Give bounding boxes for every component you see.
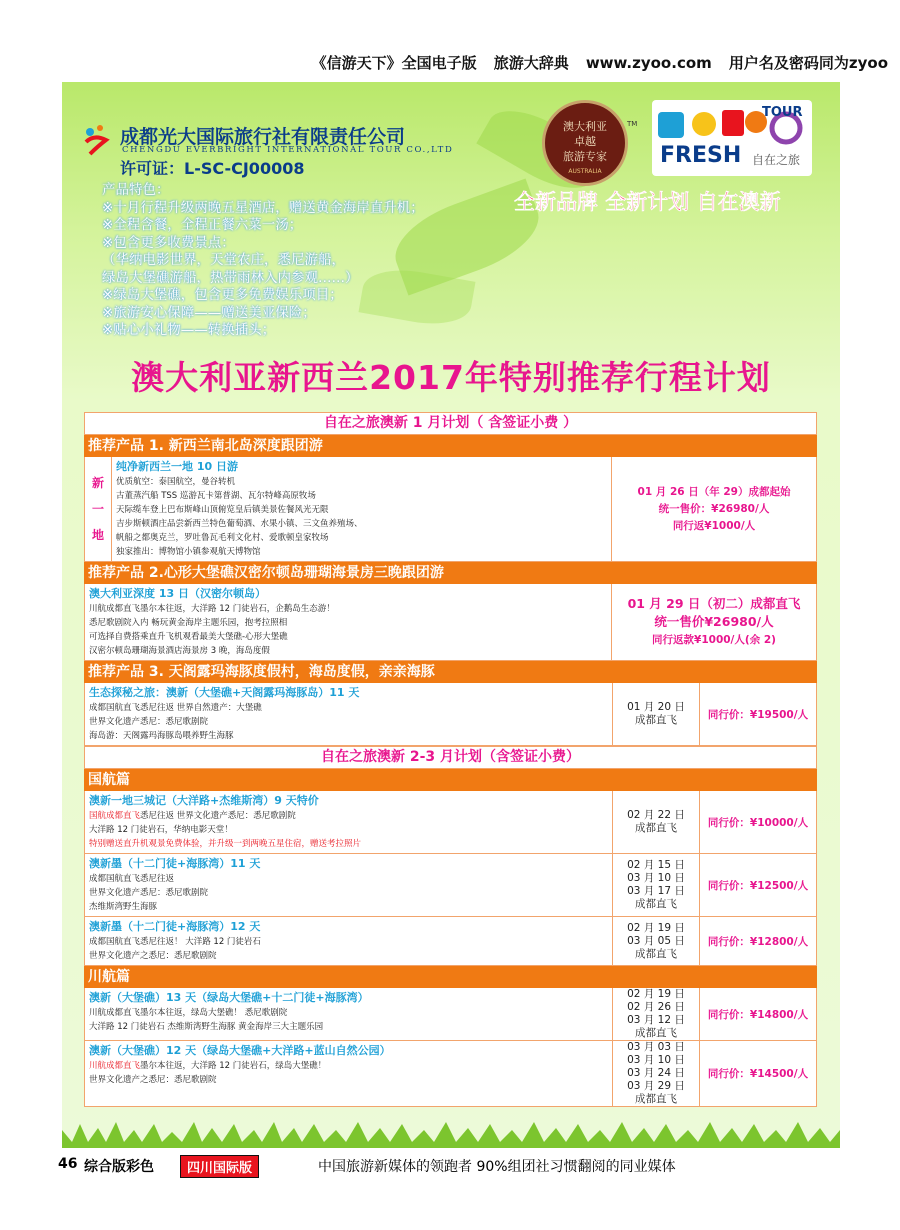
product-2-header: 推荐产品 2.心形大堡礁汉密尔顿岛珊瑚海景房三晚跟团游: [84, 562, 817, 584]
feature-line: ※贴心小礼物——转换插头；: [102, 322, 276, 338]
svg-text:FRESH: FRESH: [660, 143, 742, 168]
route-details: [112, 457, 612, 561]
magazine-title: 《信游天下》全国电子版: [311, 54, 477, 72]
page-number: 46: [58, 1156, 78, 1172]
departure-dates: [613, 791, 700, 853]
route-line: 大洋路 12 门徒岩石 杰维斯湾野生海豚 黄金海岸三大主题乐园: [89, 1022, 324, 1032]
route-line: 悉尼歌剧院入内 畅玩黄金海岸主题乐园，抱考拉照相: [89, 618, 288, 628]
price-block: [612, 457, 816, 561]
feature-line: 绿岛大堡礁游船，热带雨林入内参观……）: [102, 269, 359, 286]
route-line: 汉密尔顿岛珊瑚海景酒店海景房 3 晚，海岛度假: [89, 646, 270, 656]
route-line: 世界文化遗产之悉尼：悉尼歌剧院: [89, 951, 217, 961]
departure-city: 成都直飞: [635, 822, 677, 834]
edition-badge: 四川国际版: [180, 1155, 259, 1178]
departure-date: 01 月 29 日（初二）成都直飞: [627, 596, 801, 611]
top-banner: [0, 52, 900, 82]
route-details: [85, 1041, 613, 1106]
route-line: 可选择自费搭乘直升飞机观看最美大堡礁-心形大堡礁: [89, 632, 288, 642]
departure-date: 03 月 10 日: [627, 872, 685, 884]
feature-line: ※全程含餐，全程正餐六菜一汤；: [102, 217, 303, 233]
peer-price: 同行价：¥12500/人: [707, 879, 809, 892]
departure-date: 03 月 10 日: [627, 1054, 685, 1066]
feature-line: ※绿岛大堡礁，包含更多免费娱乐项目；: [102, 287, 343, 303]
route-name[interactable]: 澳新（大堡礁）13 天（绿岛大堡礁+十二门徒+海豚湾）: [89, 991, 369, 1004]
route-line: 帆船之都奥克兰，罗吐鲁瓦毛利文化村、爱歌顿皇家牧场: [116, 533, 329, 543]
route-line: 海岛游：天阁露玛海豚岛喂养野生海豚: [89, 731, 234, 741]
route-line: 特别赠送直升机观景免费体验，并升级一到两晚五星住宿，赠送考拉照片: [89, 839, 362, 849]
route-line: 古董蒸汽船 TSS 巡游瓦卡第普湖、瓦尔特峰高原牧场: [116, 491, 316, 501]
departure-dates: [613, 1041, 700, 1106]
route-name[interactable]: 纯净新西兰一地 10 日游: [116, 460, 238, 473]
route-line: 世界文化遗产悉尼：悉尼歌剧院: [89, 717, 209, 727]
air-china-header: 国航篇: [84, 769, 817, 791]
table-row[interactable]: [84, 988, 817, 1041]
route-line: 川航成都直飞墨尔本往返，大洋路 12 门徒岩石，企鹅岛生态游！: [89, 604, 335, 614]
seal-text: 旅游专家: [563, 150, 607, 163]
product-3-row[interactable]: [84, 683, 817, 746]
page-headline: 澳大利亚新西兰2017年特别推荐行程计划: [131, 358, 771, 397]
feature-line: 产品特色：: [102, 182, 170, 198]
company-name-en: CHENGDU EVERBRIGHT INTERNATIONAL TOUR CO.,LTD: [122, 145, 454, 155]
peer-price: 同行价：¥10000/人: [707, 816, 809, 829]
departure-dates: [613, 683, 700, 745]
route-line: 独家推出：博物馆小镇参观航天博物馆: [116, 547, 261, 557]
site-link[interactable]: www.zyoo.com: [585, 54, 712, 72]
january-plan-title: 自在之旅澳新 1 月计划（ 含签证小费 ）: [84, 412, 817, 435]
route-line: 世界文化遗产悉尼：悉尼歌剧院: [89, 888, 209, 898]
departure-date: 02 月 26 日: [627, 1001, 685, 1013]
grass-decoration: [62, 1112, 840, 1148]
agent-rebate: 同行返¥1000/人: [672, 519, 756, 532]
seal-text: 卓越: [574, 135, 596, 148]
departure-date: 02 月 22 日: [627, 809, 685, 821]
peer-price: 同行价：¥19500/人: [707, 708, 809, 721]
agent-rebate: 同行返款¥1000/人(余 2): [652, 634, 776, 646]
route-line-text: 墨尔本往返，大洋路 12 门徒岩石，绿岛大堡礁！: [140, 1061, 327, 1071]
region-label: [85, 457, 112, 561]
footer-tagline: 中国旅游新媒体的领跑者 90%组团社习惯翻阅的同业媒体: [318, 1159, 676, 1175]
departure-city: 成都直飞: [635, 947, 677, 960]
australia-expert-seal: [542, 100, 628, 186]
price: 统一售价：¥26980/人: [658, 502, 770, 515]
region-char: 地: [91, 528, 104, 542]
route-line: 世界文化遗产之悉尼：悉尼歌剧院: [89, 1075, 217, 1085]
departure-date: 02 月 19 日: [627, 921, 685, 934]
region-char: 一: [91, 502, 104, 516]
route-name[interactable]: 澳大利亚深度 13 日（汉密尔顿岛）: [89, 587, 266, 600]
departure-dates: [613, 854, 700, 916]
departure-date: 01 月 26 日（年 29）成都起始: [637, 485, 791, 498]
departure-date: 03 月 29 日: [627, 1080, 685, 1092]
brand-slogan: 全新品牌 全新计划 自在澳新: [514, 190, 781, 214]
route-line: 川航成都直飞墨尔本往返，绿岛大堡礁！ 悉尼歌剧院: [89, 1008, 288, 1018]
svg-text:自在之旅: 自在之旅: [752, 153, 801, 167]
route-name[interactable]: 澳新一地三城记（大洋路+杰维斯湾）9 天特价: [89, 794, 319, 807]
route-line: 优质航空：泰国航空，曼谷转机: [116, 477, 236, 487]
section-title: 旅游大辞典: [493, 54, 569, 72]
route-name[interactable]: 生态探秘之旅：澳新（大堡礁+天阁露玛海豚岛）11 天: [89, 686, 360, 699]
route-line: 吉步斯顿酒庄品尝新西兰特色葡萄酒、水果小镇、三文鱼养殖场、: [116, 519, 363, 529]
company-name: 成都光大国际旅行社有限责任公司: [120, 126, 406, 148]
route-details: [85, 988, 613, 1040]
product-2-row[interactable]: [84, 584, 817, 661]
route-name[interactable]: 澳新墨（十二门徒+海豚湾）11 天: [89, 857, 261, 870]
route-details: [85, 584, 612, 660]
departure-date: 03 月 12 日: [627, 1014, 685, 1026]
departure-city: 成都直飞: [635, 1027, 677, 1039]
departure-city: 成都直飞: [635, 898, 677, 910]
departure-date: 03 月 17 日: [627, 885, 685, 897]
trademark-mark: TM: [627, 120, 638, 128]
seal-text: AUSTRALIA: [568, 168, 602, 175]
route-line-red: 川航成都直飞: [89, 1061, 141, 1071]
table-row[interactable]: [84, 791, 817, 854]
route-details: [85, 683, 613, 745]
feature-line: （华纳电影世界，天堂农庄，悉尼游船，: [102, 252, 345, 268]
route-details: [85, 854, 613, 916]
route-line-red: 国航成都直飞: [89, 811, 141, 821]
region-char: 新: [91, 476, 104, 490]
table-row[interactable]: [84, 854, 817, 917]
peer-price: 同行价：¥14500/人: [707, 1068, 809, 1080]
peer-price: 同行价：¥12800/人: [707, 935, 809, 948]
product-features: [102, 182, 424, 340]
departure-date: 02 月 15 日: [627, 859, 685, 871]
price: 统一售价¥26980/人: [654, 614, 774, 629]
route-line: 杰维斯湾野生海豚: [89, 902, 158, 912]
route-name[interactable]: 澳新（大堡礁）12 天（绿岛大堡礁+大洋路+蓝山自然公园）: [89, 1044, 391, 1057]
route-line: [89, 1059, 608, 1073]
feature-line: ※旅游安心保障——赠送美亚保险；: [102, 304, 316, 321]
table-row[interactable]: [84, 917, 817, 966]
route-line: [89, 809, 608, 823]
departure-date: 02 月 19 日: [627, 988, 685, 1000]
route-line: 成都国航直飞悉尼往返: [89, 874, 175, 884]
route-line: 成都国航直飞悉尼往返 世界自然遗产：大堡礁: [89, 703, 262, 713]
edition-label: 综合版彩色: [84, 1159, 154, 1175]
route-line: 成都国航直飞悉尼往返！ 大洋路 12 门徒岩石: [89, 937, 261, 947]
license-number: 许可证：L-SC-CJ00008: [120, 159, 305, 178]
departure-dates: [613, 988, 700, 1040]
table-row[interactable]: [84, 1041, 817, 1107]
product-1-header: 推荐产品 1. 新西兰南北岛深度跟团游: [84, 435, 817, 457]
departure-city: 成都直飞: [635, 1093, 677, 1105]
departure-date: 03 月 24 日: [627, 1067, 685, 1079]
route-line: 天际缆车登上巴布斯峰山顶俯览皇后镇美景佐餐风光无限: [116, 505, 329, 515]
feature-line: ※十月行程升级两晚五星酒店，赠送黄金海岸直升机；: [102, 199, 424, 216]
peer-price: 同行价：¥14800/人: [707, 1008, 809, 1021]
departure-date: 03 月 03 日: [627, 1041, 685, 1053]
route-details: [85, 917, 613, 965]
route-details: [85, 791, 613, 853]
departure-dates: [613, 917, 700, 965]
login-note: 用户名及密码同为zyoo: [728, 54, 888, 72]
product-1-row[interactable]: [84, 457, 817, 562]
seal-text: 澳大利亚: [563, 120, 607, 133]
page-footer: [0, 1154, 900, 1178]
fresh-tour-logo: [652, 100, 812, 176]
product-3-header: 推荐产品 3. 天阁露玛海豚度假村，海岛度假，亲亲海豚: [84, 661, 817, 683]
departure-city: 成都直飞: [635, 714, 677, 726]
ad-panel: [62, 82, 840, 1148]
feature-line: ※包含更多收费景点：: [102, 234, 235, 251]
svg-text:TOUR: TOUR: [762, 105, 803, 120]
departure-date: 01 月 20 日: [627, 701, 685, 713]
route-name[interactable]: 澳新墨（十二门徒+海豚湾）12 天: [89, 920, 261, 933]
company-logo-icon: [80, 120, 116, 164]
price-block: [612, 584, 816, 660]
feb-mar-plan-title: 自在之旅澳新 2-3 月计划（含签证小费）: [84, 746, 817, 769]
sichuan-airlines-header: 川航篇: [84, 966, 817, 988]
route-line: 大洋路 12 门徒岩石，华纳电影天堂！: [89, 825, 233, 835]
route-line-text: 悉尼往返 世界文化遗产悉尼：悉尼歌剧院: [140, 811, 296, 821]
itinerary-table: [84, 412, 817, 1107]
departure-date: 03 月 05 日: [627, 934, 685, 947]
